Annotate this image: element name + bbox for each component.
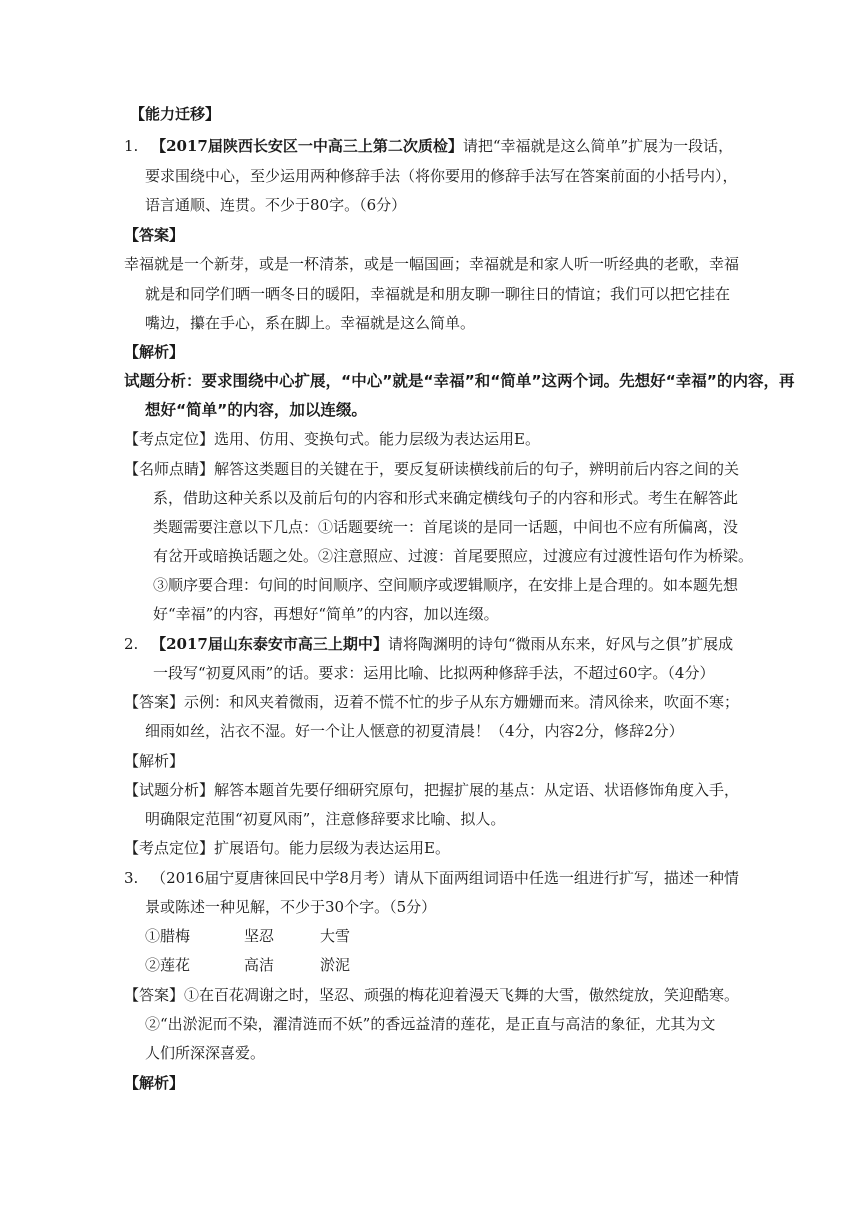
question-1-mingshi-line-6: 好“幸福”的内容，再想好“简单”的内容，加以连缀。 <box>153 605 499 623</box>
question-3-text-2: 景或陈述一种见解，不少于30个字。（5分） <box>145 898 437 916</box>
word-group-2-item-1: ②莲花 <box>145 956 191 974</box>
question-3-answer-line-1: 【答案】①在百花凋谢之时，坚忍、顽强的梅花迎着漫天飞舞的大雪，傲然绽放，笑迎酷寒。 <box>124 986 740 1004</box>
question-3-number: 3. <box>124 869 139 887</box>
question-3-answer-line-2: ②“出淤泥而不染，濯清涟而不妖”的香远益清的莲花，是正直与高洁的象征，尤其为文 <box>145 1015 716 1033</box>
question-2-analysis-line-1: 【试题分析】解答本题首先要仔细研究原句，把握扩展的基点：从定语、状语修饰角度入手， <box>124 781 740 799</box>
question-1-number: 1. <box>124 137 139 155</box>
question-2-answer-line-1: 【答案】示例：和风夹着微雨，迈着不慌不忙的步子从东方姗姗而来。清风徐来，吹面不寒； <box>124 693 740 711</box>
question-1-kaodian: 【考点定位】选用、仿用、变换句式。能力层级为表达运用E。 <box>124 430 540 448</box>
question-2-line-1 <box>124 634 733 654</box>
question-1-line-1 <box>124 136 733 156</box>
section-title: 【能力迁移】 <box>130 105 221 123</box>
question-2-text-1: 请将陶渊明的诗句“微雨从东来，好风与之俱”扩展成 <box>387 635 734 653</box>
question-1-mingshi-line-4: 有岔开或暗换话题之处。②注意照应、过渡：首尾要照应，过渡应有过渡性语句作为桥梁。 <box>153 547 754 565</box>
question-3-text-1: （2016届宁夏唐徕回民中学8月考）请从下面两组词语中任选一组进行扩写，描述一种情 <box>151 869 739 887</box>
question-2-analysis-label: 【解析】 <box>124 752 185 770</box>
question-2-kaodian: 【考点定位】扩展语句。能力层级为表达运用E。 <box>124 839 450 857</box>
question-1-text-2: 要求围绕中心，至少运用两种修辞手法（将你要用的修辞手法写在答案前面的小括号内）， <box>145 167 738 185</box>
question-1-answer-line-2: 就是和同学们晒一晒冬日的暖阳，幸福就是和朋友聊一聊往日的情谊；我们可以把它挂在 <box>145 285 731 303</box>
question-1-mingshi-line-2: 系，借助这种关系以及前后句的内容和形式来确定横线句子的内容和形式。考生在解答此 <box>153 489 739 507</box>
question-1-mingshi-line-1: 【名师点睛】解答这类题目的关键在于，要反复研读横线前后的句子，辨明前后内容之间的关 <box>124 460 740 478</box>
question-1-text-1: 请把“幸福就是这么简单”扩展为一段话， <box>462 137 734 155</box>
question-3-answer-line-3: 人们所深深喜爱。 <box>145 1044 266 1062</box>
question-1-answer-label: 【答案】 <box>124 226 185 244</box>
question-2-analysis-line-2: 明确限定范围“初夏风雨”，注意修辞要求比喻、拟人。 <box>145 810 506 828</box>
question-1-mingshi-line-5: ③顺序要合理：句间的时间顺序、空间顺序或逻辑顺序，在安排上是合理的。如本题先想 <box>153 576 739 594</box>
question-1-analysis-label: 【解析】 <box>124 343 185 361</box>
word-group-1-item-1: ①腊梅 <box>145 927 191 945</box>
question-3-line-1 <box>124 868 739 888</box>
question-3-analysis-label: 【解析】 <box>124 1074 185 1092</box>
word-group-2-item-2: 高洁 <box>244 956 275 974</box>
question-2-answer-line-2: 细雨如丝，沾衣不湿。好一个让人惬意的初夏清晨！（4分，内容2分，修辞2分） <box>145 722 684 740</box>
question-2-number: 2. <box>124 635 139 653</box>
question-2-text-2: 一段写“初夏风雨”的话。要求：运用比喻、比拟两种修辞手法，不超过60字。（4分） <box>153 664 715 682</box>
question-1-mingshi-line-3: 类题需要注意以下几点：①话题要统一：首尾谈的是同一话题，中间也不应有所偏离，没 <box>153 518 739 536</box>
question-1-answer-line-3: 嘴边，攥在手心，系在脚上。幸福就是这么简单。 <box>145 314 476 332</box>
question-1-answer-line-1: 幸福就是一个新芽，或是一杯清茶，或是一幅国画；幸福就是和家人听一听经典的老歌，幸福 <box>124 255 740 273</box>
question-1-analysis-line-2: 想好“简单”的内容，加以连缀。 <box>145 401 367 419</box>
question-1-analysis-line-1: 试题分析：要求围绕中心扩展，“中心”就是“幸福”和“简单”这两个词。先想好“幸福”的内容，再 <box>124 372 795 390</box>
question-2-source: 【2017届山东泰安市高三上期中】 <box>151 635 388 653</box>
question-1-text-3: 语言通顺、连贯。不少于80字。（6分） <box>145 196 407 214</box>
word-group-1-item-3: 大雪 <box>320 927 351 945</box>
word-group-2-item-3: 淤泥 <box>320 956 351 974</box>
word-group-1-item-2: 坚忍 <box>244 927 275 945</box>
question-1-source: 【2017届陕西长安区一中高三上第二次质检】 <box>151 137 463 155</box>
